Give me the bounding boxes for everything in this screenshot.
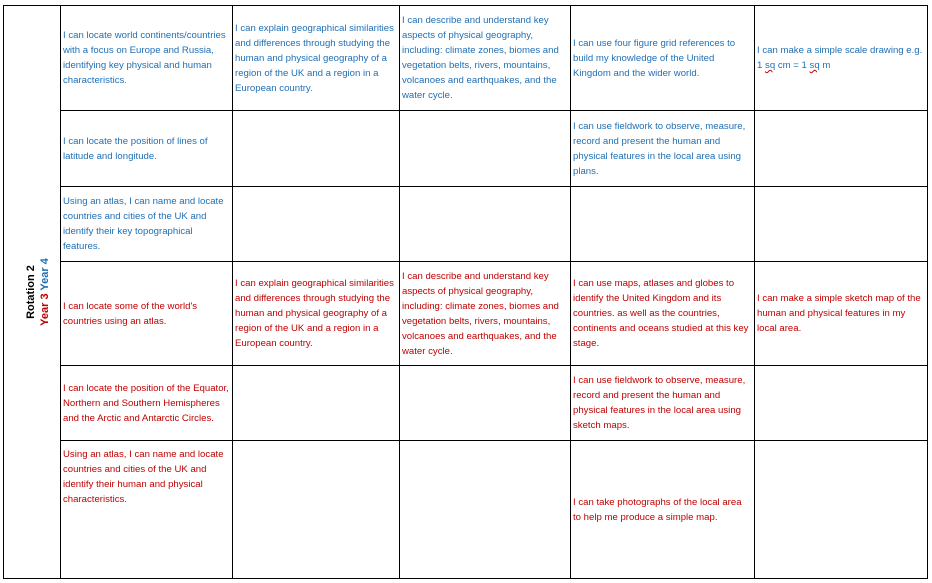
year-labels <box>38 258 52 326</box>
year3-row-1 <box>4 262 928 366</box>
rotation-title: Rotation 2 <box>24 264 37 319</box>
year4-physical-human-1: I can describe and understand key aspects of physical geography, including: climate zones, biomes and vegetation belts, rivers, mountains, volcanoes and earthquakes, and the water cycle. <box>400 6 571 111</box>
year4-locational-1: I can locate world continents/countries with a focus on Europe and Russia, identifying key physical and human characteristics. <box>61 6 233 111</box>
year4-place-3 <box>233 187 400 262</box>
year4-row-1 <box>4 6 928 111</box>
year4-mapping-3 <box>755 187 928 262</box>
rotation-label-cell <box>4 6 61 579</box>
spellcheck-word: sq <box>809 60 820 71</box>
year4-row-2 <box>4 111 928 187</box>
year4-locational-3: Using an atlas, I can name and locate countries and cities of the UK and identify their key topographical features. <box>61 187 233 262</box>
curriculum-grid <box>3 5 928 579</box>
spellcheck-word: sq <box>765 60 776 71</box>
year3-mapping-2 <box>755 366 928 441</box>
year3-label: Year 3 <box>38 292 51 326</box>
year4-physical-human-3 <box>400 187 571 262</box>
year4-skills-3 <box>571 187 755 262</box>
year3-place-2 <box>233 366 400 441</box>
year3-place-1: I can explain geographical similarities and differences through studying the human and physical geography of a region of the UK and a region in a European country. <box>233 262 400 366</box>
year4-mapping-1 <box>755 6 928 111</box>
year3-locational-2: I can locate the position of the Equator, Northern and Southern Hemispheres and the Arctic and Antarctic Circles. <box>61 366 233 441</box>
year3-place-3 <box>233 441 400 579</box>
mapping-text-start: I can make a simple scale drawing e.g. 1 <box>757 45 923 71</box>
year4-row-3 <box>4 187 928 262</box>
year3-skills-1: I can use maps, atlases and globes to identify the United Kingdom and its countries. as well as the countries, continents and oceans studied at this key stage. <box>571 262 755 366</box>
year4-physical-human-2 <box>400 111 571 187</box>
year3-skills-3: I can take photographs of the local area to help me produce a simple map. <box>571 441 755 579</box>
year3-mapping-3 <box>755 441 928 579</box>
year3-row-3 <box>4 441 928 579</box>
year3-mapping-1: I can make a simple sketch map of the human and physical features in my local area. <box>755 262 928 366</box>
year4-mapping-2 <box>755 111 928 187</box>
year3-locational-3: Using an atlas, I can name and locate countries and cities of the UK and identify their human and physical characteristics. <box>61 441 233 579</box>
year4-skills-1: I can use four figure grid references to build my knowledge of the United Kingdom and the wider world. <box>571 6 755 111</box>
year4-locational-2: I can locate the position of lines of latitude and longitude. <box>61 111 233 187</box>
rotation-label <box>24 258 52 326</box>
year4-label: Year 4 <box>38 257 51 291</box>
year4-place-1: I can explain geographical similarities and differences through studying the human and physical geography of a region of the UK and a region in a European country. <box>233 6 400 111</box>
year3-physical-human-3 <box>400 441 571 579</box>
year3-locational-1: I can locate some of the world's countries using an atlas. <box>61 262 233 366</box>
year3-skills-2: I can use fieldwork to observe, measure, record and present the human and physical features in the local area using sketch maps. <box>571 366 755 441</box>
year4-skills-2: I can use fieldwork to observe, measure, record and present the human and physical features in the local area using plans. <box>571 111 755 187</box>
year3-row-2 <box>4 366 928 441</box>
year3-physical-human-2 <box>400 366 571 441</box>
mapping-text-end: m <box>819 60 831 71</box>
mapping-text-middle: cm = 1 <box>775 60 810 71</box>
year3-physical-human-1: I can describe and understand key aspects of physical geography, including: climate zones, biomes and vegetation belts, rivers, mountains, volcanoes and earthquakes, and the water cycle. <box>400 262 571 366</box>
year4-place-2 <box>233 111 400 187</box>
